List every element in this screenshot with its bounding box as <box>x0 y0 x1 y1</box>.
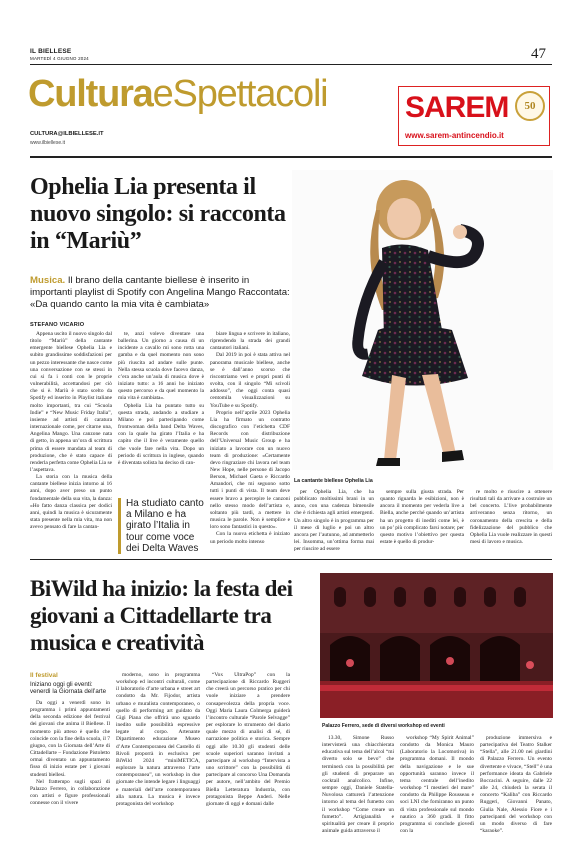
article1-column-1 <box>30 331 112 531</box>
article1-column-6 <box>470 489 552 546</box>
courtyard-scene-icon <box>320 573 553 718</box>
article2-column-5 <box>400 735 474 835</box>
article2-column-6 <box>480 735 552 835</box>
paragraph: moderno, sono in programma workshop ed incontri culturali, come il laboratorio d’arte urbana e street art condotto da Mr. Fijodor, artista urbano e muralista contemporaneo, o quello di performing art guidato da Gigi Piana che offrirà uno sguardo inedito sulle possibilità espressive legate al corpo. Artenante Dipartimento educazione Museo d’Arte Contemporanea del Castello di Rivoli proporrà in esclusiva per BiWild 2024 “miniMETICA, esplorare la natura attraverso l’arte contemporanea”, un workshop in due giornate che intende legare i linguaggi e materiali dell’arte contemporanea alla natura. La musica è invece protagonista del workshop <box>116 672 200 807</box>
article2-column-1 <box>30 700 110 807</box>
article2-column-3 <box>206 672 290 808</box>
page-number: 47 <box>531 46 546 62</box>
paragraph: Nel frattempo sugli spazi di Palazzo Ferrero, in collaborazione con artisti e figure professionali connesse con il vivere <box>30 778 110 807</box>
article1-photo-caption: La cantante biellese Ophelia Lia <box>294 478 373 484</box>
article1-lead <box>30 275 292 312</box>
paragraph: biare lingua e scrivere in italiano, riprendendo la strada dei grandi cantautori italiani. <box>210 331 290 352</box>
section-title-bold: Cultura <box>28 73 153 115</box>
section-title <box>28 72 327 116</box>
anniversary-badge-icon <box>515 91 545 121</box>
singer-figure-icon <box>292 170 553 470</box>
paragraph: Appena uscito il nuovo singolo dal titolo “Mariù” della cantante emergente biellese Ophelia Lia e subito grandissime soddisfazioni per un pezzo interessante che nasce come una conversazione con se stessi in cui si fa i conti con le proprie vulnerabilità, accettandosi per ciò che si è. Mariù è stato scelto da Spotify ed inserito in Playlist italiane molto importanti, tra cui “Scuola Indie” e “New Music Friday Italia”, insieme ad artisti di caratura internazionale come, per citarne una, Angelina Mango. Una canzone nata di getto, in appena un’ora di scrittura prima di essere mandata al team di produzione, che è stato capace di renderla perfetta come Ophelia Lia se l’aspettava. <box>30 331 112 473</box>
article-divider <box>30 559 552 560</box>
article1-lead-text: Il brano della cantante biellese è inserito in importanti playlist di Spotify con Angelina Mango Raccontata: «Da quando canto la mia vita è cambiata» <box>30 275 290 311</box>
palazzo-ferrero-photo <box>320 573 553 718</box>
paragraph: sempre sulla giusta strada. Per quanto riguarda le esibizioni, non è ancora il momento per vederla live a Biella, anche perché quando un’artista ha un progetto di inediti come lei, è un po’ più complicato farsi notare; per questo motivo l’obiettivo per questa estate è quello di produr- <box>380 489 464 546</box>
paragraph: Proprio nell’aprile 2023 Ophelia Lia ha firmato un contratto discografico con l’etichetta CDF Records con distribuzione dell’Universal Music Group e ha iniziato a lavorare con un nuovo team di produzione: «Certamente devo ringraziare chi lavora nel team New Hope, nelle persone di Jacopo Berson, Michael Gaeta e Riccardo Amandori, che mi seguono sotto tutti i punti di vista. Il team deve essere bravo a percepire le canzoni nello stesso modo dell’artista e, soltanto più tardi, a mettere in musica le parole. Non è semplice e loro sono fantastici in questo». <box>210 409 290 531</box>
ad-brand: SAREM <box>405 91 509 124</box>
paragraph: te, anzi volevo diventare una ballerina. Un giorno a causa di un incidente a cavallo mi sono rotta una gamba e da quel momento non sono più riuscita ad andare sulle punte. Nella stessa scuola dove facevo danza, c’era anche un’aula di musica dove è iniziato tutto: a 16 anni ho iniziato questo percorso e da quel momento la mia vita è cambiata». <box>118 331 204 402</box>
article1-column-3 <box>210 331 290 546</box>
sarem-advertisement[interactable] <box>398 86 550 146</box>
paragraph: 13.30, Simone Russo intervisterà una chiacchierata educativa sul tema dell’alcol “mi diverto solo se bevo” che terminerà con la possibilità per gli studenti di preparare un cocktail analcolico. Infine, sempre oggi, Daniele Statella-Nuvolosa catturerà l’attenzione intorno al tema del fumetto con il workshop “Come creare un fumetto”. Artigianalità e spiritualità per creare il proprio animale guida attraverso il <box>322 735 394 835</box>
paragraph: Da oggi a venerdì sono in programma i primi appuntamenti della seconda edizione del festival dei giovani che anima il Biellese. Il momento più atteso è quello che coincide con la fine della scuola, il 7 giugno, con la Giornata dell’Arte di Cittadellarte – Fondazione Pistoletto ormai diventato un appuntamento fisso di inizio estate per i giovani studenti biellesi. <box>30 700 110 778</box>
issue-date: MARTEDÌ 4 GIUGNO 2024 <box>30 56 89 61</box>
paragraph: Con la nuova etichetta è iniziato un periodo molto intenso <box>210 531 290 545</box>
badge-number: 50 <box>524 100 536 112</box>
ophelia-lia-photo <box>292 170 553 470</box>
article2-subtitle: Iniziano oggi gli eventi: venerdì la Giornata dell’arte <box>30 681 107 696</box>
paragraph: workshop “My Spirit Animal” condotto da Monica Mauro (Laboratorio la Locomotiva) in programma domani. Il mondo della navigazione e le sue opportunità saranno invece il tema centrale dell’inedito workshop “I mestieri del mare” condotto da Philippe Rousseau e soci LNI che forniranno un punto di vista professionale sul mondo nautico a 360 gradi. Il fitto programma si conclude giovedì con la <box>400 735 474 835</box>
article2-photo-caption: Palazzo Ferrero, sede di diversi workshop ed eventi <box>322 723 445 729</box>
article2-headline: BiWild ha inizio: la festa dei giovani a Cittadellarte tra musica e creatività <box>30 576 293 655</box>
section-divider <box>30 156 552 158</box>
paragraph: La storia con la musica della cantante biellese inizia intorno ai 16 anni, dopo aver preso un punto fondamentale della sua vita, la danza: «Ho fatto danza classica per dodici anni, quindi la musica è sicuramente stata presente nella mia vita, ma non avevo pensato di fare la cantan- <box>30 474 112 531</box>
article1-pullquote: Ha studiato canto a Milano e ha girato l’Italia in tour come voce dei Delta Waves <box>118 498 208 554</box>
section-website[interactable]: www.ilbiellese.it <box>30 140 66 146</box>
paragraph: re molto e riuscire a ottenere risultati tali da arrivare a costruire un bel concerto. L’live probabilmente arriveranno senza ritorno, un coronamento della crescita e della fidelizzazione del pubblico che Ophelia Lia vuole realizzare in questi mesi di lavoro e musica. <box>470 489 552 546</box>
article1-byline: STEFANO VICARIO <box>30 322 85 328</box>
section-title-lite: eSpettacoli <box>152 73 328 115</box>
article1-headline: Ophelia Lia presenta il nuovo singolo: si racconta in “Mariù” <box>30 174 286 254</box>
paragraph: “Vox UltraPop” con la partecipazione di Riccardo Ruggeri che creerà un percorso pratico per chi vuole iniziare a prendere consapevolezza della propria voce. Oggi Maria Laura Colmerga guiderà l’incontro culturale “Parole Selvagge” per esplorare lo strumento del diario quale mezzo di analisi di sé, di narrazione politica e storica. Sempre oggi alle 10.30 gli studenti delle scuole superiori saranno invitati a partecipare al workshop “Intervista a uno scrittore” con la possibilità di partecipare al concorso Una Domanda per autore, nell’ambito del Premio Biella Letteratura Industria, con protagonista Beppe Anderi. Nelle giornate di oggi e domani dalle <box>206 672 290 807</box>
paragraph: produzione immersiva e partecipativa del Teatro Stalker “Stella”, alle 21.00 nei giardini di Palazzo Ferrero. Un evento divertente e vivace, “Stell” è una performance ideata da Gabriele Boccacini. A seguire, dalle 22 alle 24, chiuderà la serata il concerto “Kaliba” con Riccardo Ruggeri, Giovanni Panato, Giulia Nale, Alessio Fiore e i partecipanti del workshop con un modo diverso di fare “karaoke”. <box>480 735 552 835</box>
header-rule <box>30 64 552 65</box>
article2-kicker: Il festival <box>30 672 58 679</box>
section-contact-email[interactable]: CULTURA@ILBIELLESE.IT <box>30 131 104 137</box>
article2-column-2 <box>116 672 200 808</box>
article1-column-2 <box>118 331 204 491</box>
paragraph: Ophelia Lia ha puntato tutto su questa strada, andando a studiare a Milano e poi partecipando come frontwoman della band Delta Waves, con la quale ha girato l’Italia e ha capito che il live è veramente quello che vuole fare nella vita. Dopo un periodo di scrittura in inglese, quando è diventata solista ha deciso di can- <box>118 402 204 466</box>
paragraph: per Ophelia Lia, che ha pubblicato moltissimi brani in un anno, con una cadenza bimensile che è richiesta agli artisti emergenti. Un altro singolo è in programma per il mese di luglio e poi un altro ancora per l’autunno, ad ammetterlo lei. Insomma, un’ottima forma mai per riuscire ad essere <box>294 489 374 553</box>
paragraph: Dal 2019 in poi è stata attiva nel panorama musicale biellese, anche se è dall’anno scorso che riscontriamo veri e propri punti di svolta, con il singolo “Mi scivoli addosso”, che oggi conta quasi centomila visualizzazioni su YouTube e su Spotify. <box>210 352 290 409</box>
article1-column-4 <box>294 489 374 553</box>
article1-kicker: Musica. <box>30 275 66 286</box>
newspaper-name: IL BIELLESE <box>30 48 72 55</box>
ad-url[interactable]: www.sarem-antincendio.it <box>405 131 504 140</box>
article2-column-4 <box>322 735 394 835</box>
article1-column-5 <box>380 489 464 546</box>
